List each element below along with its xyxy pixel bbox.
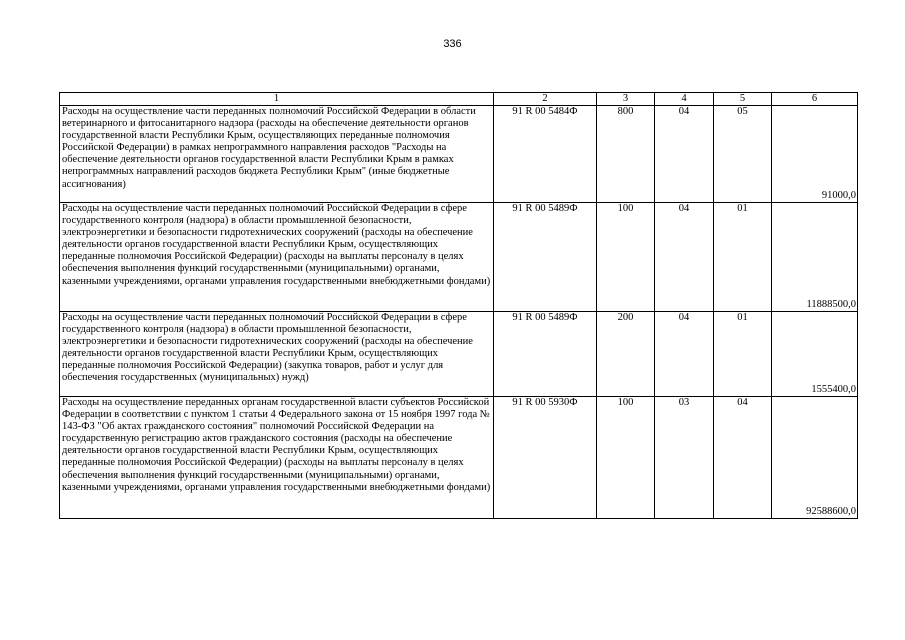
table-row [60,106,858,203]
row-target-code: 91 R 00 5489Ф [494,312,597,397]
row-description: Расходы на осуществление части переданных полномочий Российской Федерации в сфере государственного контроля (надзора) в области промышленной безопасности, электроэнергетики и безопасности гидротехнических сооружений (расходы на обеспечение деятельности органов государственной власти Республики Крым, осуществляющих переданные полномочия Российской Федерации) (расходы на выплаты персоналу в целях обеспечения выполнения функций государственными (муниципальными) органами, казенными учреждениями, органами управления государственными внебюджетными фондами) [60,203,494,312]
row-section: 04 [655,203,714,312]
row-expense-type: 800 [597,106,655,203]
row-subsection: 01 [714,312,772,397]
row-section: 04 [655,106,714,203]
row-target-code: 91 R 00 5930Ф [494,397,597,519]
table-row [60,397,858,519]
header-col-5: 5 [714,93,772,106]
table-row [60,203,858,312]
header-col-4: 4 [655,93,714,106]
row-amount: 92588600,0 [772,397,858,519]
table-row [60,312,858,397]
row-amount: 91000,0 [772,106,858,203]
row-section: 04 [655,312,714,397]
row-amount: 11888500,0 [772,203,858,312]
row-description: Расходы на осуществление части переданных полномочий Российской Федерации в области ветеринарного и фитосанитарного надзора (расходы на обеспечение деятельности органов государственной власти Республики Крым, осуществляющих переданные полномочия Российской Федерации) в рамках непрограммного направления расходов "Расходы на обеспечение деятельности органов государственной власти Республики Крым в рамках непрограммных направлений расходов бюджета Республики Крым" (иные бюджетные ассигнования) [60,106,494,203]
budget-table [59,92,858,519]
row-description: Расходы на осуществление переданных органам государственной власти субъектов Российской Федерации в соответствии с пунктом 1 статьи 4 Федерального закона от 15 ноября 1997 года № 143-ФЗ "Об актах гражданского состояния" полномочий Российской Федерации на государственную регистрацию актов гражданского состояния (расходы на обеспечение деятельности органов государственной власти Республики Крым, осуществляющих переданные полномочия Российской Федерации) (расходы на выплаты персоналу в целях обеспечения выполнения функций государственными (муниципальными) органами, казенными учреждениями, органами управления государственными внебюджетными фондами) [60,397,494,519]
row-description: Расходы на осуществление части переданных полномочий Российской Федерации в сфере государственного контроля (надзора) в области промышленной безопасности, электроэнергетики и безопасности гидротехнических сооружений (расходы на обеспечение деятельности органов государственной власти Республики Крым, осуществляющих переданные полномочия Российской Федерации) (закупка товаров, работ и услуг для обеспечения государственных (муниципальных) нужд) [60,312,494,397]
row-amount: 1555400,0 [772,312,858,397]
row-subsection: 04 [714,397,772,519]
table-header-row [60,93,858,106]
header-col-1: 1 [60,93,494,106]
row-section: 03 [655,397,714,519]
row-expense-type: 100 [597,203,655,312]
row-subsection: 01 [714,203,772,312]
header-col-3: 3 [597,93,655,106]
row-expense-type: 200 [597,312,655,397]
row-target-code: 91 R 00 5489Ф [494,203,597,312]
row-subsection: 05 [714,106,772,203]
header-col-2: 2 [494,93,597,106]
row-target-code: 91 R 00 5484Ф [494,106,597,203]
page-number: 336 [443,38,462,50]
header-col-6: 6 [772,93,858,106]
row-expense-type: 100 [597,397,655,519]
